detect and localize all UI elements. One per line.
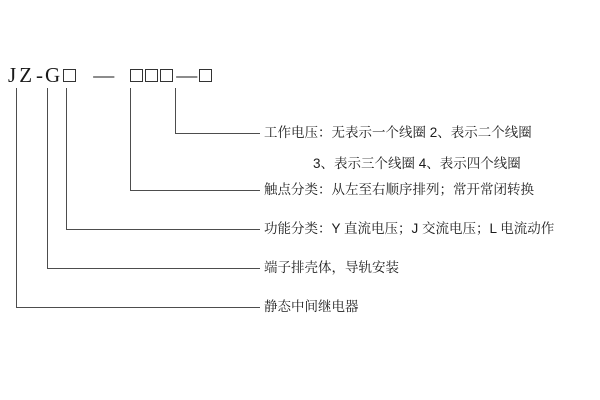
leader-hline-terminal	[47, 268, 260, 269]
leader-vline-function	[66, 88, 67, 230]
label-working-voltage-line1: 工作电压：无表示一个线圈 2、表示二个线圈	[264, 125, 532, 140]
label-terminal-row-housing: 端子排壳体，导轨安装	[264, 260, 399, 275]
leader-vline-terminal	[47, 88, 48, 269]
model-code-row	[8, 62, 214, 88]
leader-vline-contact	[130, 88, 131, 191]
code-box-contact-2	[145, 69, 158, 82]
code-box-contact-1	[130, 69, 143, 82]
leader-vline-working-voltage	[175, 88, 176, 134]
code-box-function	[63, 69, 76, 82]
leader-hline-contact	[130, 190, 260, 191]
code-letter-g: G	[45, 62, 61, 87]
code-box-group-contacts	[130, 69, 175, 82]
leader-hline-function	[66, 229, 260, 230]
code-box-contact-3	[160, 69, 173, 82]
leader-vline-relay	[16, 88, 17, 308]
label-contact-classification: 触点分类：从左至右顺序排列；常开常闭转换	[264, 182, 534, 197]
leader-hline-relay	[16, 307, 260, 308]
code-dash-1: -	[36, 62, 44, 87]
label-working-voltage-line2: 3、表示三个线圈 4、表示四个线圈	[313, 156, 521, 171]
code-box-voltage	[199, 69, 212, 82]
code-letter-z: Z	[19, 62, 33, 87]
code-dash-2: —	[93, 62, 115, 87]
label-static-intermediate-relay: 静态中间继电器	[264, 299, 359, 314]
leader-hline-working-voltage	[175, 133, 260, 134]
label-function-classification: 功能分类：Y 直流电压；J 交流电压；L 电流动作	[264, 221, 555, 236]
code-letter-j: J	[8, 62, 17, 87]
code-dash-3: —	[176, 62, 198, 87]
